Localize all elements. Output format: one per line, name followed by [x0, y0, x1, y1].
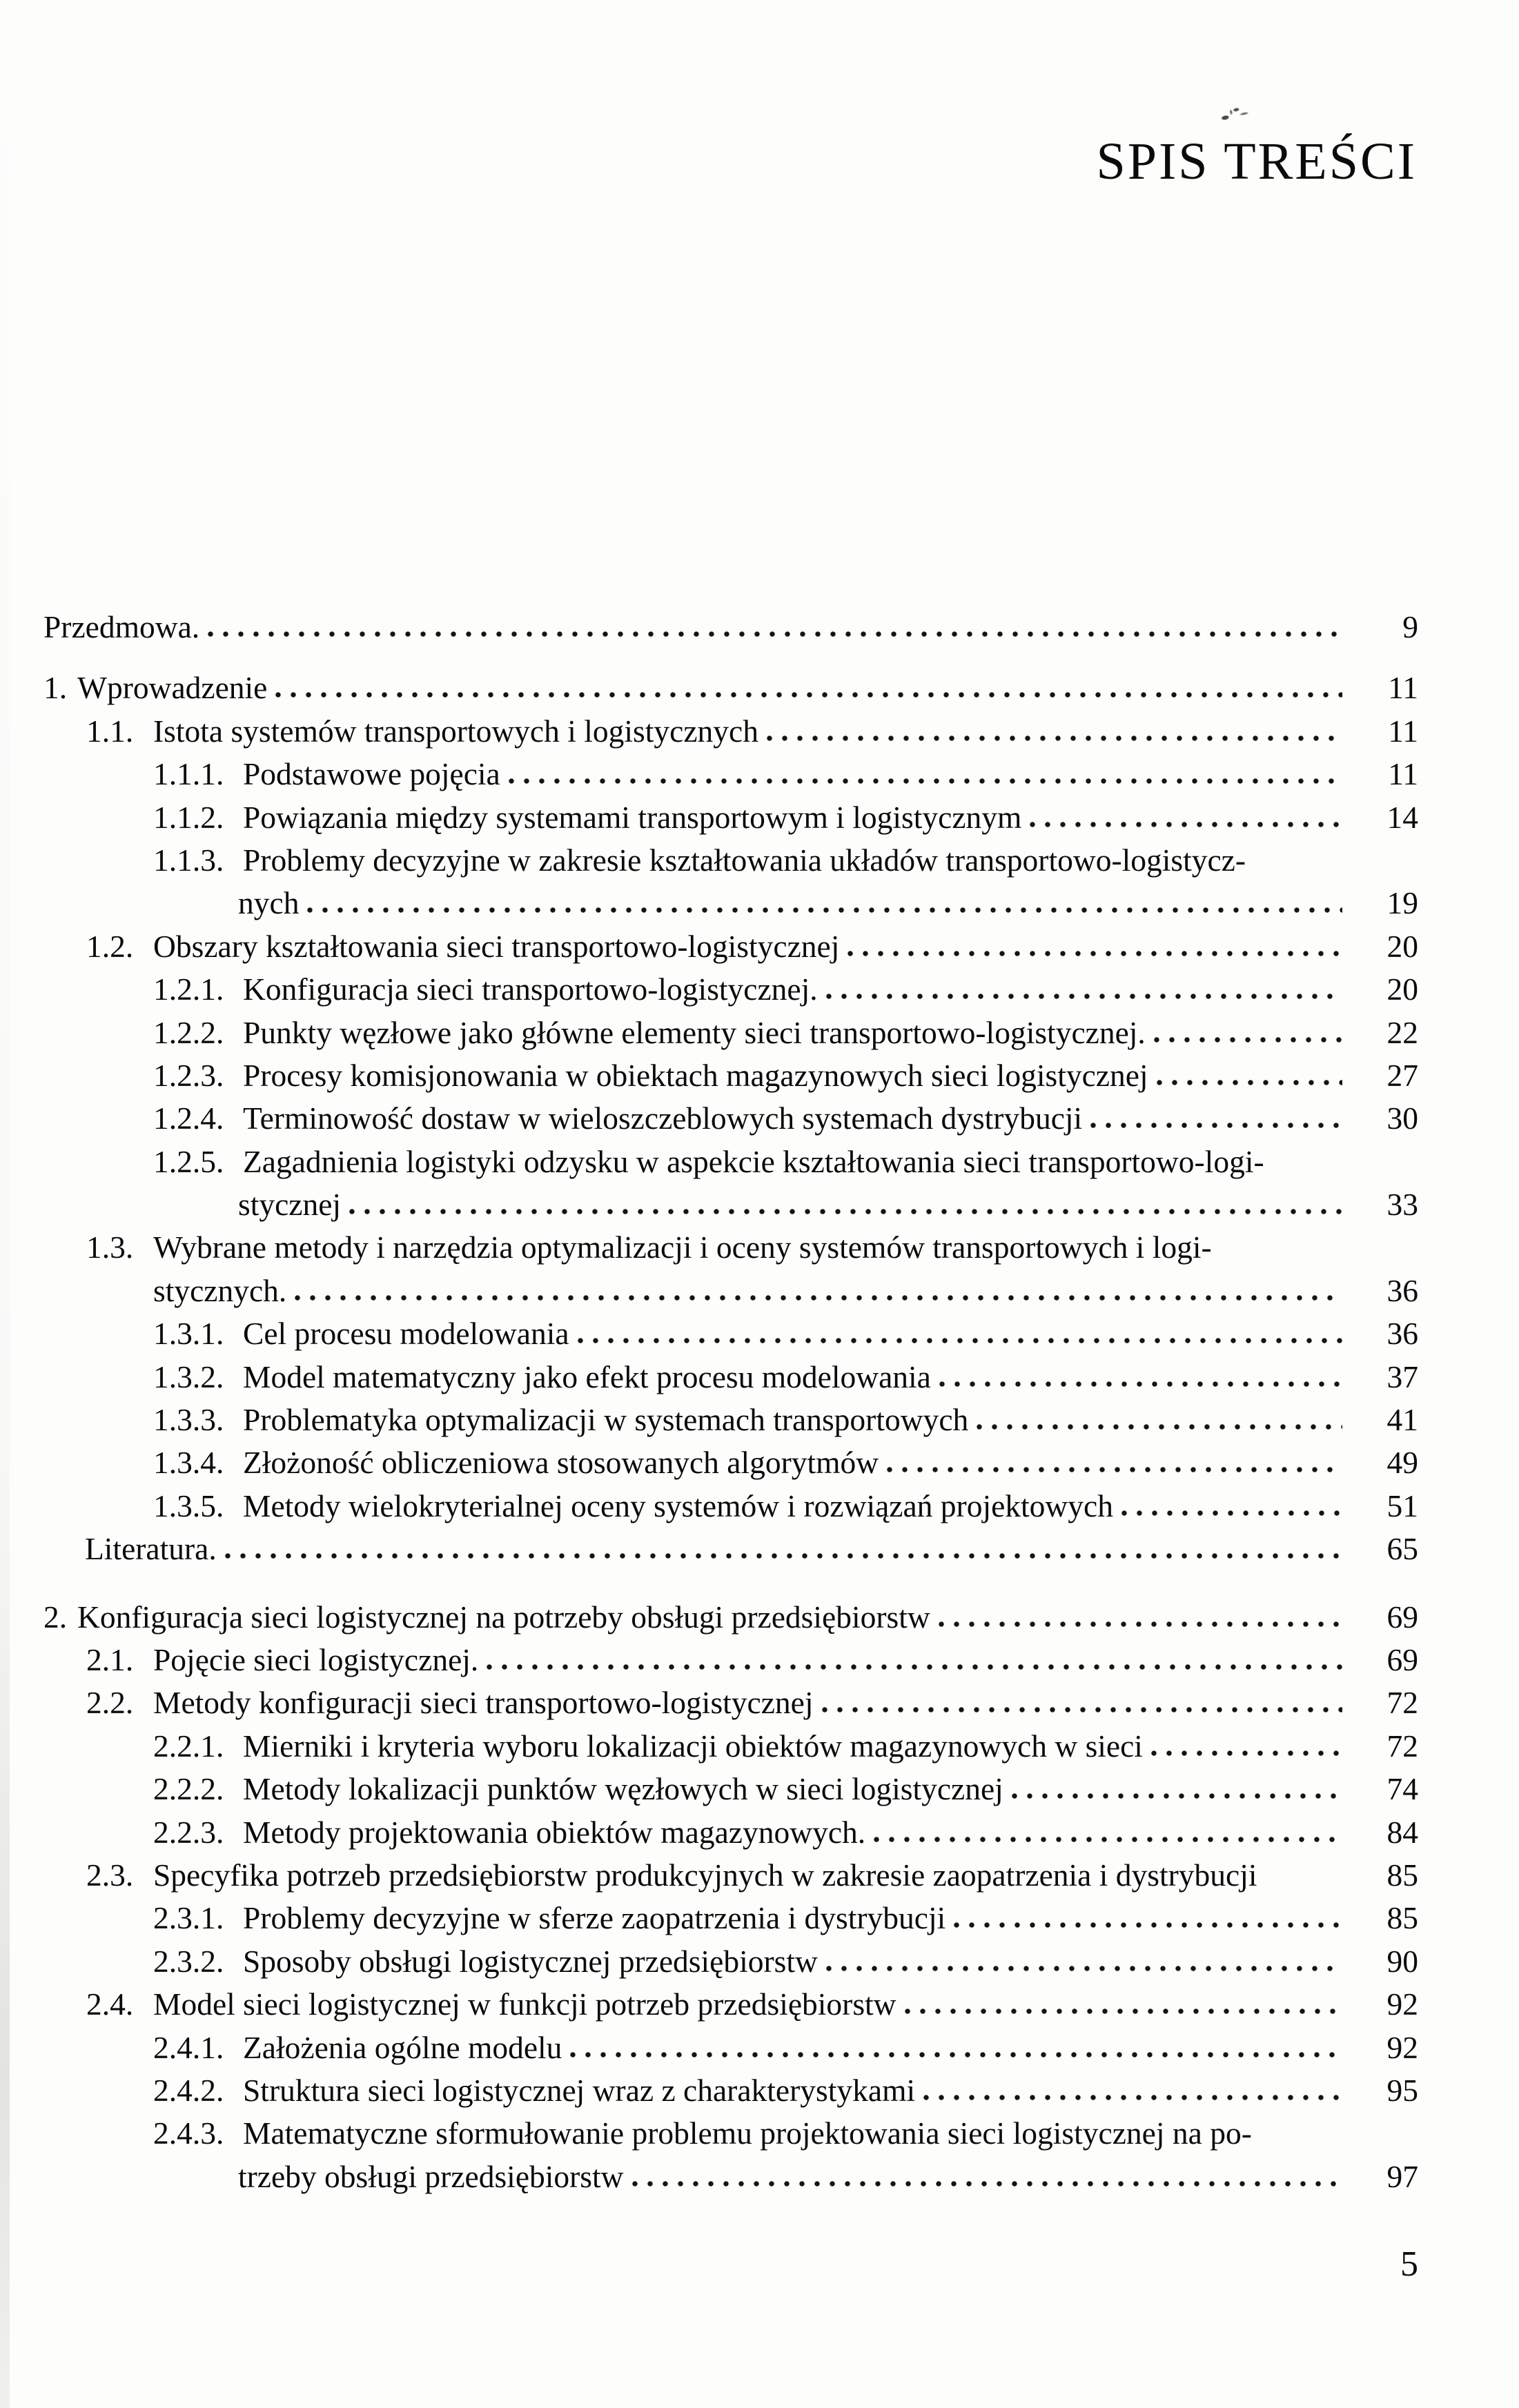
entry-title-continuation: trzeby obsługi przedsiębiorstw: [238, 2158, 624, 2194]
dot-leader: [632, 2180, 1342, 2187]
entry-number: 2.2.2.: [153, 1771, 224, 1807]
toc-entry: [43, 1730, 1418, 1773]
entry-title-continuation: nych: [238, 885, 300, 921]
toc-entry: [43, 1773, 1418, 1816]
entry-title: Problemy decyzyjne w zakresie kształtowania układów transportowo-logistycz-: [243, 842, 1246, 878]
entry-title: Obszary kształtowania sieci transportowo-logistycznej: [153, 928, 840, 964]
entry-page: 27: [1386, 1057, 1418, 1093]
entry-title: Istota systemów transportowych i logistycznych: [153, 713, 758, 749]
dot-leader: [1121, 1510, 1342, 1517]
toc-entry: [43, 713, 1418, 758]
entry-title: Terminowość dostaw w wieloszczeblowych systemach dystrybucji: [243, 1101, 1083, 1136]
entry-number: 1.3.1.: [153, 1316, 224, 1352]
entry-page: 11: [1388, 713, 1418, 749]
entry-title: Specyfika potrzeb przedsiębiorstw produkcyjnych w zakresie zaopatrzenia i dystrybucji: [153, 1857, 1257, 1893]
toc-entry: [43, 1143, 1418, 1189]
dot-leader: [822, 1706, 1342, 1713]
entry-title: Literatura.: [85, 1531, 217, 1567]
toc-entry: [43, 2072, 1418, 2118]
entry-title: Mierniki i kryteria wyboru lokalizacji obiektów magazynowych w sieci: [243, 1728, 1143, 1764]
entry-page: 69: [1386, 1599, 1418, 1635]
toc-entry: [43, 1490, 1418, 1533]
toc-entry: [43, 1057, 1418, 1103]
entry-page: 85: [1386, 1900, 1418, 1936]
dot-leader: [349, 1208, 1342, 1215]
toc-entry: [43, 1943, 1418, 1988]
entry-number: 2.3.1.: [153, 1900, 224, 1936]
ink-smudge-artifact: [1214, 99, 1252, 126]
dot-leader: [1012, 1793, 1342, 1799]
entry-title-continuation: stycznych.: [153, 1272, 287, 1308]
entry-page: 85: [1386, 1857, 1418, 1893]
entry-title: Przedmowa.: [43, 609, 200, 644]
entry-number: 2.3.: [86, 1857, 134, 1893]
toc-entry: [43, 1103, 1418, 1145]
entry-page: 11: [1388, 756, 1418, 792]
entry-number: 1.2.3.: [153, 1057, 224, 1093]
entry-title: Założenia ogólne modelu: [243, 2029, 562, 2065]
dot-leader: [578, 1337, 1342, 1344]
entry-title: Pojęcie sieci logistycznej.: [153, 1641, 479, 1677]
toc-entry-continuation: [43, 887, 1418, 930]
entry-number: 1.1.3.: [153, 842, 224, 878]
entry-page: 36: [1386, 1316, 1418, 1352]
entry-title: Metody wielokryterialnej oceny systemów i rozwiązań projektowych: [243, 1488, 1113, 1523]
dot-leader: [905, 2008, 1342, 2015]
entry-page: 72: [1386, 1728, 1418, 1764]
dot-leader: [1030, 821, 1342, 828]
entry-page: 11: [1388, 670, 1418, 706]
toc-entry: [43, 1318, 1418, 1361]
dot-leader: [570, 2051, 1342, 2058]
dot-leader: [939, 1381, 1342, 1388]
dot-leader: [1090, 1122, 1342, 1129]
dot-leader: [767, 735, 1342, 742]
dot-leader: [954, 1922, 1342, 1928]
toc-entry: [43, 1859, 1418, 1902]
toc-entry: [43, 928, 1418, 974]
dot-leader: [826, 1965, 1342, 1972]
entry-number: 2.3.2.: [153, 1943, 224, 1979]
entry-number: 1.2.: [86, 928, 134, 964]
dot-leader: [1154, 1036, 1342, 1043]
entry-number: 1.1.1.: [153, 756, 224, 792]
entry-page: 65: [1386, 1531, 1418, 1567]
toc-entry: [43, 672, 1418, 715]
entry-page: 84: [1386, 1814, 1418, 1850]
entry-page: 36: [1386, 1272, 1418, 1308]
entry-title: Wybrane metody i narzędzia optymalizacji i oceny systemów transportowych i logi-: [153, 1230, 1212, 1265]
dot-leader: [1266, 1879, 1343, 1886]
entry-title: Procesy komisjonowania w obiektach magazynowych sieci logistycznej: [243, 1057, 1148, 1093]
entry-number: 1.2.4.: [153, 1101, 224, 1136]
entry-page: 95: [1386, 2072, 1418, 2108]
entry-title: Metody projektowania obiektów magazynowych.: [243, 1814, 866, 1850]
dot-leader: [939, 1621, 1342, 1628]
dot-leader: [275, 691, 1342, 698]
entry-page: 51: [1386, 1488, 1418, 1523]
entry-number: 2.4.: [86, 1986, 134, 2022]
entry-number: 2.4.2.: [153, 2072, 224, 2108]
entry-number: 2.4.3.: [153, 2115, 224, 2151]
toc-entry: [43, 1814, 1418, 1859]
toc-entry: [43, 1404, 1418, 1447]
entry-page: 97: [1386, 2158, 1418, 2194]
entry-title: Model sieci logistycznej w funkcji potrzeb przedsiębiorstw: [153, 1986, 896, 2022]
dot-leader: [295, 1294, 1342, 1301]
entry-number: 1.3.: [86, 1230, 134, 1265]
dot-leader: [208, 631, 1342, 638]
entry-title: Sposoby obsługi logistycznej przedsiębiorstw: [243, 1943, 818, 1979]
toc-entry: [43, 611, 1418, 654]
entry-number: 1.3.5.: [153, 1488, 224, 1523]
entry-number: 1.1.: [86, 713, 134, 749]
dot-leader: [487, 1664, 1342, 1670]
toc-entry: [43, 971, 1418, 1016]
toc-entry: [43, 799, 1418, 845]
entry-title: Matematyczne sformułowanie problemu projektowania sieci logistycznej na po-: [243, 2115, 1252, 2151]
dot-leader: [977, 1423, 1342, 1430]
entry-number: 2.: [43, 1599, 68, 1635]
entry-title: Powiązania między systemami transportowym i logistycznym: [243, 799, 1022, 835]
toc-entry: [43, 842, 1418, 887]
entry-number: 1.3.2.: [153, 1359, 224, 1394]
entry-title: Metody konfiguracji sieci transportowo-logistycznej: [153, 1685, 814, 1721]
entry-title: Konfiguracja sieci transportowo-logistycznej.: [243, 971, 818, 1007]
toc-entry: [43, 1014, 1418, 1060]
toc-entry: [43, 2029, 1418, 2075]
scan-edge-artifact: [0, 0, 10, 2408]
entry-number: 1.1.2.: [153, 799, 224, 835]
toc-entry: [43, 1232, 1418, 1274]
entry-number: 1.2.2.: [153, 1014, 224, 1050]
toc-entry: [43, 1601, 1418, 1644]
dot-leader: [509, 778, 1342, 784]
toc-entry: [43, 1641, 1418, 1687]
entry-page: 92: [1386, 2029, 1418, 2065]
toc-entry: [43, 1361, 1418, 1404]
toc-entry: [43, 1902, 1418, 1945]
entry-number: 1.: [43, 670, 68, 706]
dot-leader: [826, 993, 1342, 1000]
entry-title: Model matematyczny jako efekt procesu modelowania: [243, 1359, 931, 1394]
entry-title: Problemy decyzyjne w sferze zaopatrzenia i dystrybucji: [243, 1900, 946, 1936]
page-title: SPIS TREŚCI: [1096, 132, 1417, 190]
dot-leader: [874, 1836, 1342, 1843]
dot-leader: [1151, 1750, 1342, 1757]
dot-leader: [923, 2094, 1342, 2101]
entry-page: 90: [1386, 1943, 1418, 1979]
entry-title: Struktura sieci logistycznej wraz z charakterystykami: [243, 2072, 916, 2108]
entry-number: 2.1.: [86, 1641, 134, 1677]
entry-page: 72: [1386, 1685, 1418, 1721]
toc-entry-continuation: [43, 1189, 1418, 1232]
entry-title: Zagadnienia logistyki odzysku w aspekcie kształtowania sieci transportowo-logi-: [243, 1143, 1264, 1179]
toc-entry: [43, 1447, 1418, 1490]
entry-number: 1.3.3.: [153, 1402, 224, 1438]
entry-page: 14: [1386, 799, 1418, 835]
entry-number: 1.3.4.: [153, 1445, 224, 1481]
entry-title: Metody lokalizacji punktów węzłowych w sieci logistycznej: [243, 1771, 1003, 1807]
toc-entry: [43, 2115, 1418, 2160]
entry-page: 20: [1386, 971, 1418, 1007]
entry-number: 2.2.3.: [153, 1814, 224, 1850]
entry-page: 9: [1402, 609, 1418, 644]
entry-title: Złożoność obliczeniowa stosowanych algorytmów: [243, 1445, 879, 1481]
dot-leader: [225, 1552, 1342, 1559]
dot-leader: [307, 907, 1342, 914]
toc-entry: [43, 1988, 1418, 2031]
toc-list: [43, 611, 1418, 2204]
entry-title: Punkty węzłowe jako główne elementy sieci transportowo-logistycznej.: [243, 1014, 1146, 1050]
toc-entry-continuation: [43, 2158, 1418, 2204]
entry-page: 49: [1386, 1445, 1418, 1481]
entry-page: 37: [1386, 1359, 1418, 1394]
entry-page: 69: [1386, 1641, 1418, 1677]
entry-page: 30: [1386, 1101, 1418, 1136]
entry-title: Wprowadzenie: [77, 670, 268, 706]
entry-page: 41: [1386, 1402, 1418, 1438]
entry-number: 1.2.1.: [153, 971, 224, 1007]
entry-number: 1.2.5.: [153, 1143, 224, 1179]
entry-title: Konfiguracja sieci logistycznej na potrzeby obsługi przedsiębiorstw: [77, 1599, 930, 1635]
dot-leader: [847, 950, 1342, 957]
entry-page: 20: [1386, 928, 1418, 964]
entry-page: 19: [1386, 885, 1418, 921]
toc-entry: [43, 1533, 1418, 1576]
entry-number: 2.4.1.: [153, 2029, 224, 2065]
toc-entry: [43, 1687, 1418, 1730]
entry-page: 92: [1386, 1986, 1418, 2022]
entry-page: 74: [1386, 1771, 1418, 1807]
entry-title: Podstawowe pojęcia: [243, 756, 500, 792]
entry-number: 2.2.1.: [153, 1728, 224, 1764]
entry-number: 2.2.: [86, 1685, 134, 1721]
entry-page: 22: [1386, 1014, 1418, 1050]
dot-leader: [887, 1466, 1342, 1473]
entry-title-continuation: stycznej: [238, 1187, 342, 1223]
entry-title: Problematyka optymalizacji w systemach transportowych: [243, 1402, 969, 1438]
dot-leader: [1157, 1079, 1342, 1086]
toc-entry-continuation: [43, 1272, 1418, 1318]
toc-entry: [43, 758, 1418, 801]
entry-page: 33: [1386, 1187, 1418, 1223]
page-number: 5: [1400, 2244, 1418, 2284]
entry-title: Cel procesu modelowania: [243, 1316, 569, 1352]
